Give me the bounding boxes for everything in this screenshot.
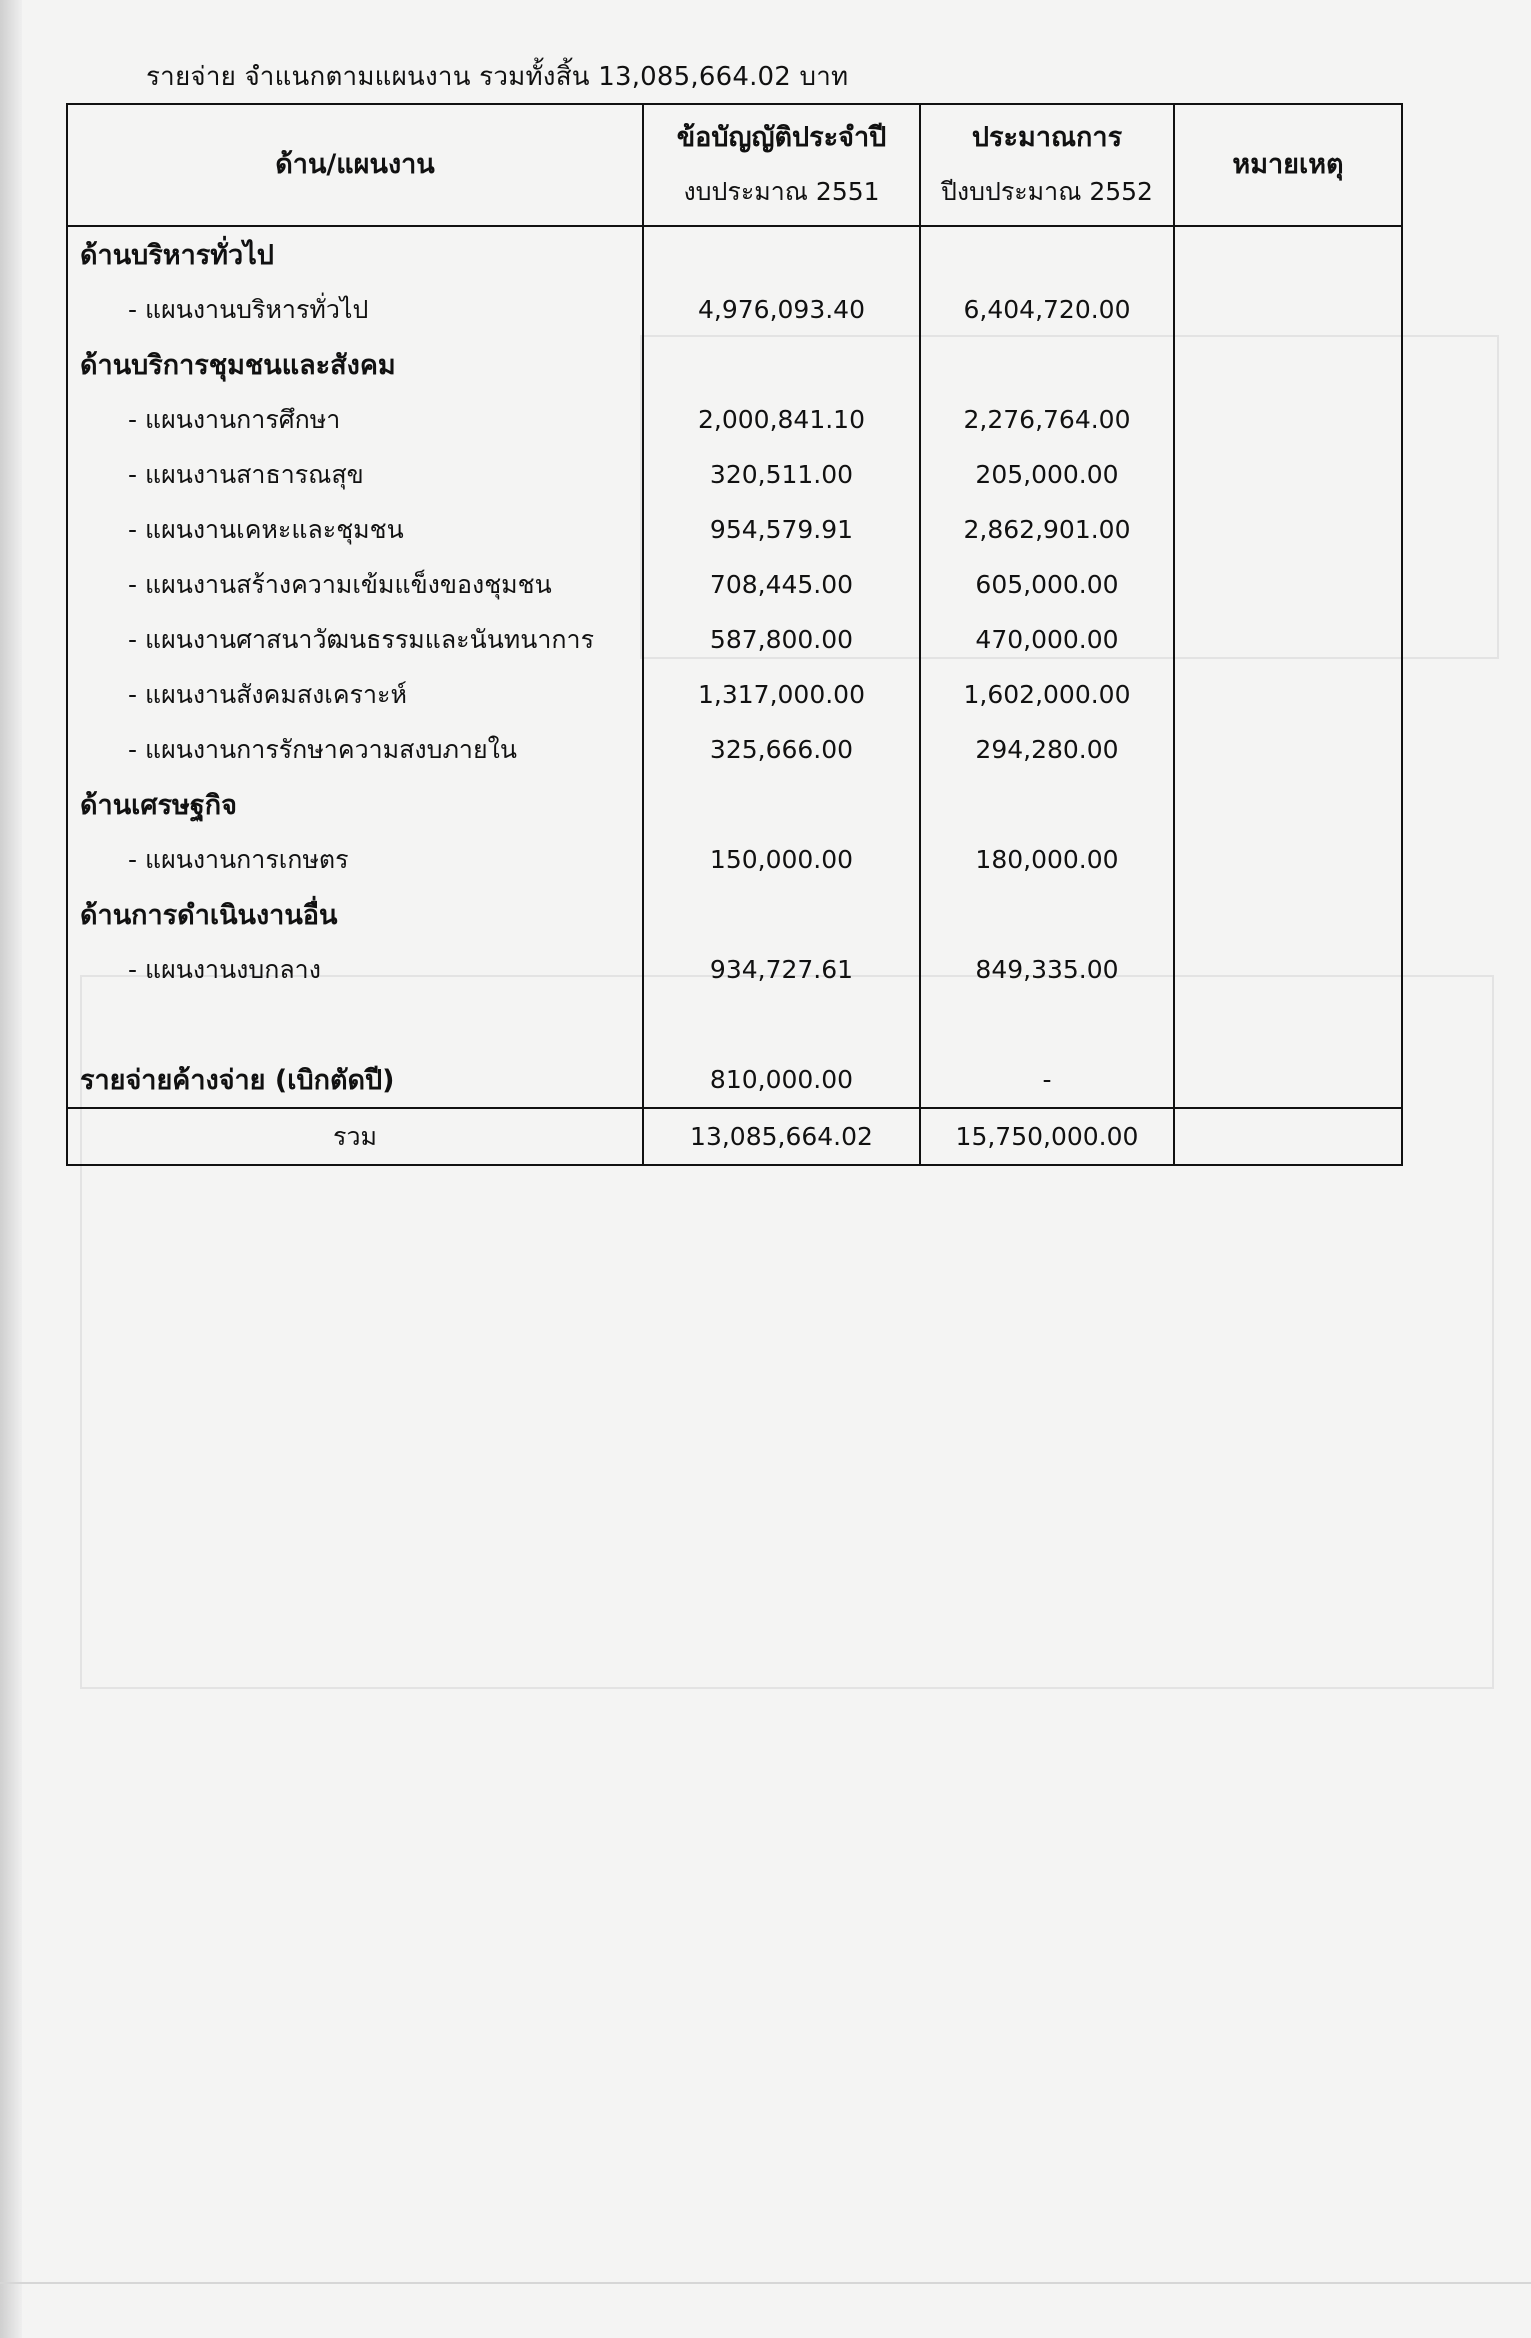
category-label: รายจ่ายค้างจ่าย (เบิกตัดปี)	[67, 1052, 643, 1108]
estimate-2552-cell: 294,280.00	[920, 722, 1174, 777]
header-estimate-2552-line2: ปีงบประมาณ 2552	[941, 177, 1153, 206]
estimate-2552-cell	[920, 887, 1174, 942]
table-row	[67, 447, 1402, 502]
estimate-2552-cell: 205,000.00	[920, 447, 1174, 502]
budget-2551-cell: 708,445.00	[643, 557, 920, 612]
remarks-cell	[1174, 667, 1402, 722]
table-row	[67, 612, 1402, 667]
table-row	[67, 942, 1402, 997]
table-row	[67, 1052, 1402, 1108]
plan-label: - แผนงานสาธารณสุข	[67, 447, 643, 502]
plan-label: - แผนงานศาสนาวัฒนธรรมและนันทนาการ	[67, 612, 643, 667]
plan-label: - แผนงานงบกลาง	[67, 942, 643, 997]
header-estimate-2552-line1: ประมาณการ	[971, 122, 1123, 153]
budget-2551-cell	[643, 777, 920, 832]
remarks-cell	[1174, 612, 1402, 667]
estimate-2552-cell	[920, 777, 1174, 832]
remarks-cell	[1174, 502, 1402, 557]
table-row	[67, 887, 1402, 942]
table-row	[67, 337, 1402, 392]
category-label: ด้านการดำเนินงานอื่น	[67, 887, 643, 942]
table-row	[67, 226, 1402, 282]
plan-label: - แผนงานการเกษตร	[67, 832, 643, 887]
estimate-2552-cell	[920, 226, 1174, 282]
plan-label: - แผนงานเคหะและชุมชน	[67, 502, 643, 557]
header-budget-2551	[643, 104, 920, 226]
remarks-cell	[1174, 887, 1402, 942]
estimate-2552-cell	[920, 337, 1174, 392]
plan-label: - แผนงานสร้างความเข้มแข็งของชุมชน	[67, 557, 643, 612]
budget-2551-cell: 1,317,000.00	[643, 667, 920, 722]
budget-2551-cell: 954,579.91	[643, 502, 920, 557]
estimate-2552-cell: 6,404,720.00	[920, 282, 1174, 337]
estimate-2552-cell: 470,000.00	[920, 612, 1174, 667]
budget-2551-cell: 810,000.00	[643, 1052, 920, 1108]
budget-2551-cell: 587,800.00	[643, 612, 920, 667]
table-row	[67, 557, 1402, 612]
category-label: ด้านบริหารทั่วไป	[67, 226, 643, 282]
budget-2551-cell: 934,727.61	[643, 942, 920, 997]
estimate-2552-cell: 605,000.00	[920, 557, 1174, 612]
budget-2551-cell: 325,666.00	[643, 722, 920, 777]
estimate-2552-cell: 2,862,901.00	[920, 502, 1174, 557]
plan-label: - แผนงานบริหารทั่วไป	[67, 282, 643, 337]
table-header-row	[67, 104, 1402, 226]
header-budget-2551-line1: ข้อบัญญัติประจำปี	[676, 122, 887, 153]
page-edge-shadow	[0, 0, 22, 2338]
page-bottom-rule	[0, 2282, 1531, 2284]
table-row	[67, 392, 1402, 447]
table-row	[67, 667, 1402, 722]
budget-2551-cell	[643, 337, 920, 392]
table-row	[67, 502, 1402, 557]
table-row	[67, 832, 1402, 887]
remarks-cell	[1174, 942, 1402, 997]
table-spacer-row	[67, 997, 1402, 1052]
table-row	[67, 777, 1402, 832]
header-remarks: หมายเหตุ	[1174, 104, 1402, 226]
category-label: ด้านบริการชุมชนและสังคม	[67, 337, 643, 392]
category-label: ด้านเศรษฐกิจ	[67, 777, 643, 832]
header-budget-2551-line2: งบประมาณ 2551	[683, 177, 880, 206]
estimate-2552-cell: 849,335.00	[920, 942, 1174, 997]
plan-label: - แผนงานการศึกษา	[67, 392, 643, 447]
total-budget-2551: 13,085,664.02	[643, 1108, 920, 1165]
total-remarks-cell	[1174, 1108, 1402, 1165]
budget-2551-cell	[643, 887, 920, 942]
total-label: รวม	[67, 1108, 643, 1165]
header-estimate-2552	[920, 104, 1174, 226]
remarks-cell	[1174, 337, 1402, 392]
expenditure-table	[66, 103, 1403, 1166]
budget-2551-cell: 320,511.00	[643, 447, 920, 502]
plan-label: - แผนงานสังคมสงเคราะห์	[67, 667, 643, 722]
estimate-2552-cell: 180,000.00	[920, 832, 1174, 887]
budget-2551-cell: 2,000,841.10	[643, 392, 920, 447]
estimate-2552-cell: 2,276,764.00	[920, 392, 1174, 447]
remarks-cell	[1174, 392, 1402, 447]
estimate-2552-cell: -	[920, 1052, 1174, 1108]
remarks-cell	[1174, 777, 1402, 832]
remarks-cell	[1174, 447, 1402, 502]
table-row	[67, 722, 1402, 777]
remarks-cell	[1174, 1052, 1402, 1108]
estimate-2552-cell: 1,602,000.00	[920, 667, 1174, 722]
budget-2551-cell: 150,000.00	[643, 832, 920, 887]
remarks-cell	[1174, 722, 1402, 777]
plan-label: - แผนงานการรักษาความสงบภายใน	[67, 722, 643, 777]
total-row	[67, 1108, 1402, 1165]
page-heading: รายจ่าย จำแนกตามแผนงาน รวมทั้งสิ้น 13,085,664.02 บาท	[146, 62, 849, 92]
budget-2551-cell: 4,976,093.40	[643, 282, 920, 337]
remarks-cell	[1174, 282, 1402, 337]
total-estimate-2552: 15,750,000.00	[920, 1108, 1174, 1165]
budget-2551-cell	[643, 226, 920, 282]
header-plan: ด้าน/แผนงาน	[67, 104, 643, 226]
remarks-cell	[1174, 226, 1402, 282]
table-row	[67, 282, 1402, 337]
remarks-cell	[1174, 832, 1402, 887]
remarks-cell	[1174, 557, 1402, 612]
